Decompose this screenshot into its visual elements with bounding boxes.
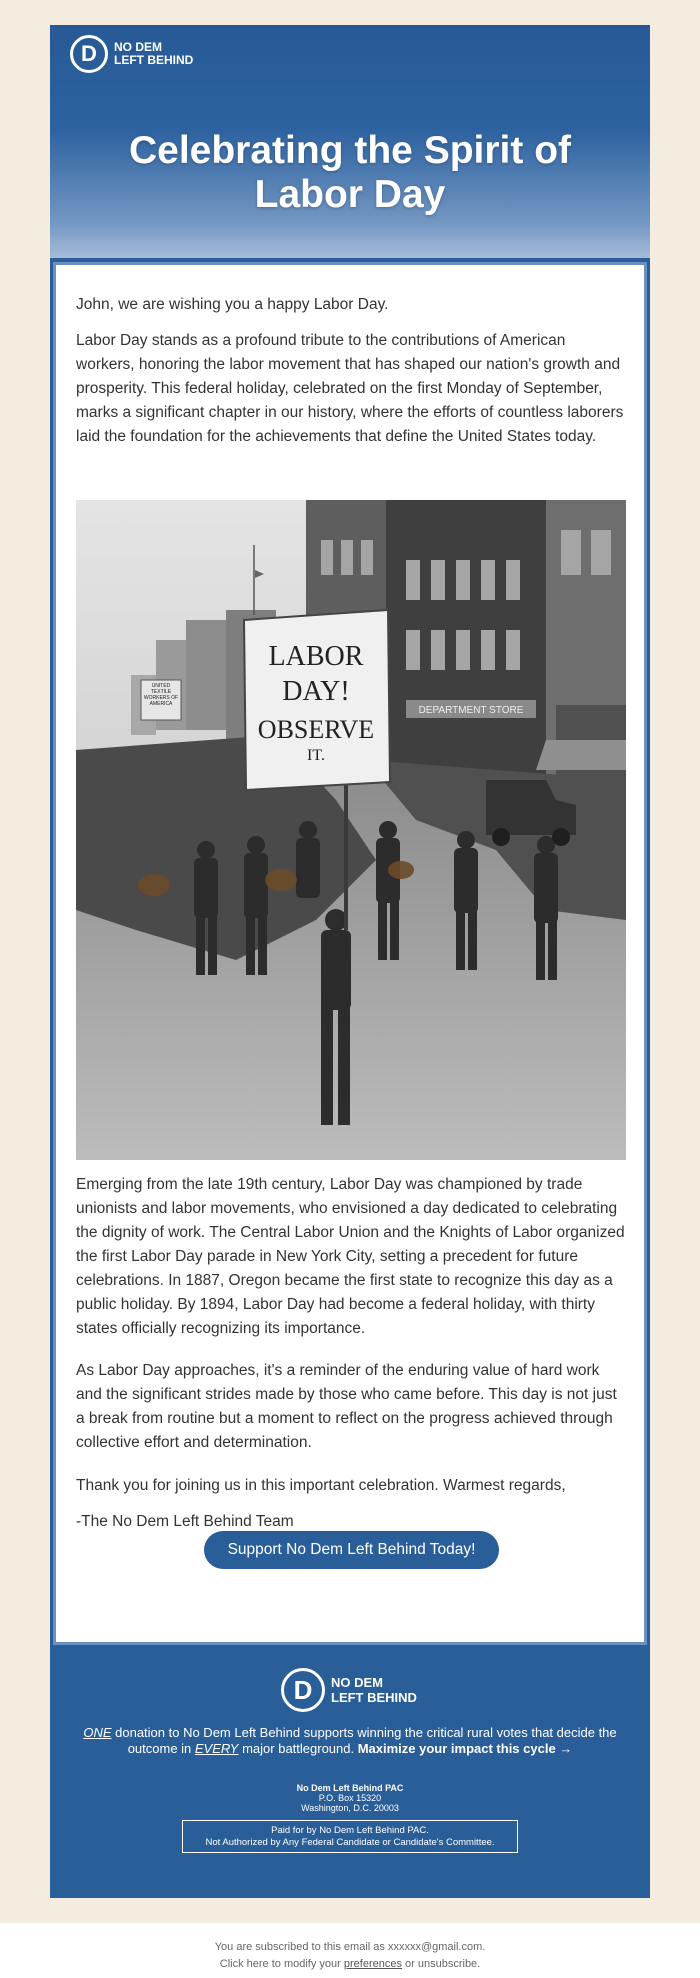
emphasis-every: EVERY (194, 1741, 239, 1756)
hero-header (50, 25, 650, 258)
store-sign-text: DEPARTMENT STORE (418, 705, 524, 716)
maximize-impact-link[interactable]: Maximize your impact this cycle → (357, 1741, 573, 1756)
content-card (53, 262, 647, 1645)
intro-paragraph: Labor Day stands as a profound tribute to the contributions of American workers, honoring the labor movement that has shaped our nation's growth and prosperity. This federal holiday, celebrated on the first Monday of September, marks a significant chapter in our history, where the efforts of countless laborers laid the foundation for the achievements that define the United States today. (76, 332, 624, 445)
sign-line-2: DAY! (282, 676, 350, 707)
logo-d-icon: D (70, 35, 108, 73)
subscribed-line: You are subscribed to this email as xxxxxx@gmail.com. (214, 1941, 486, 1953)
logo-line-2: LEFT BEHIND (114, 53, 194, 67)
preferences-link[interactable]: preferences (343, 1958, 402, 1970)
footer-logo[interactable] (281, 1668, 417, 1712)
logo-line-1: NO DEM (114, 40, 162, 54)
po-box: P.O. Box 15320 (318, 1793, 382, 1803)
emphasis-one: ONE (83, 1725, 112, 1740)
brand-logo[interactable] (70, 35, 193, 73)
sign-line-3: OBSERVE (257, 715, 375, 744)
logo-d-icon: D (281, 1668, 325, 1712)
sign-line-4: IT. (307, 747, 325, 764)
org-name: No Dem Left Behind PAC (296, 1783, 404, 1793)
donation-message[interactable]: ONE donation to No Dem Left Behind supports winning the critical rural votes that decide the outcome in EVERY major battleground. Maximize your impact this cycle → (83, 1725, 617, 1756)
greeting-text: John, we are wishing you a happy Labor Day. (76, 296, 389, 313)
small-sign-text: UNITED TEXTILE WORKERS OF AMERICA (143, 683, 179, 707)
paid-for-disclaimer: Paid for by No Dem Left Behind PAC. Not Authorized by Any Federal Candidate or Candidate's Committee. (182, 1820, 518, 1853)
sign-line-1: LABOR (268, 641, 364, 672)
city-line: Washington, D.C. 20003 (301, 1803, 399, 1813)
email-container (50, 25, 650, 1898)
signoff-text: -The No Dem Left Behind Team (76, 1513, 294, 1530)
support-button[interactable]: Support No Dem Left Behind Today! (204, 1531, 499, 1569)
labor-day-parade-photo (76, 500, 626, 1160)
preferences-line: Click here to modify your preferences or unsubscribe. (219, 1958, 481, 1970)
thank-you-text: Thank you for joining us in this important celebration. Warmest regards, (76, 1477, 566, 1494)
history-paragraph: Emerging from the late 19th century, Labor Day was championed by trade unionists and labor movements, who envisioned a day dedicated to celebrating the dignity of work. The Central Labor Union and the Knights of Labor organized the first Labor Day parade in New York City, setting a precedent for future celebrations. In 1887, Oregon became the first state to recognize this day as a public holiday. By 1894, Labor Day had become a federal holiday, with thirty states officially recognizing its importance. (76, 1176, 625, 1337)
mailing-address (50, 1783, 650, 1813)
logo-wordmark (114, 41, 193, 67)
hero-title: Celebrating the Spirit of Labor Day (128, 129, 572, 216)
subscription-text (0, 1939, 700, 1973)
footer-logo-wordmark: NO DEM LEFT BEHIND (331, 1675, 417, 1705)
reflection-paragraph: As Labor Day approaches, it's a reminder of the enduring value of hard work and the significant strides made by those who came before. This day is not just a break from routine but a moment to reflect on the progress achieved through collective effort and determination. (76, 1362, 617, 1451)
